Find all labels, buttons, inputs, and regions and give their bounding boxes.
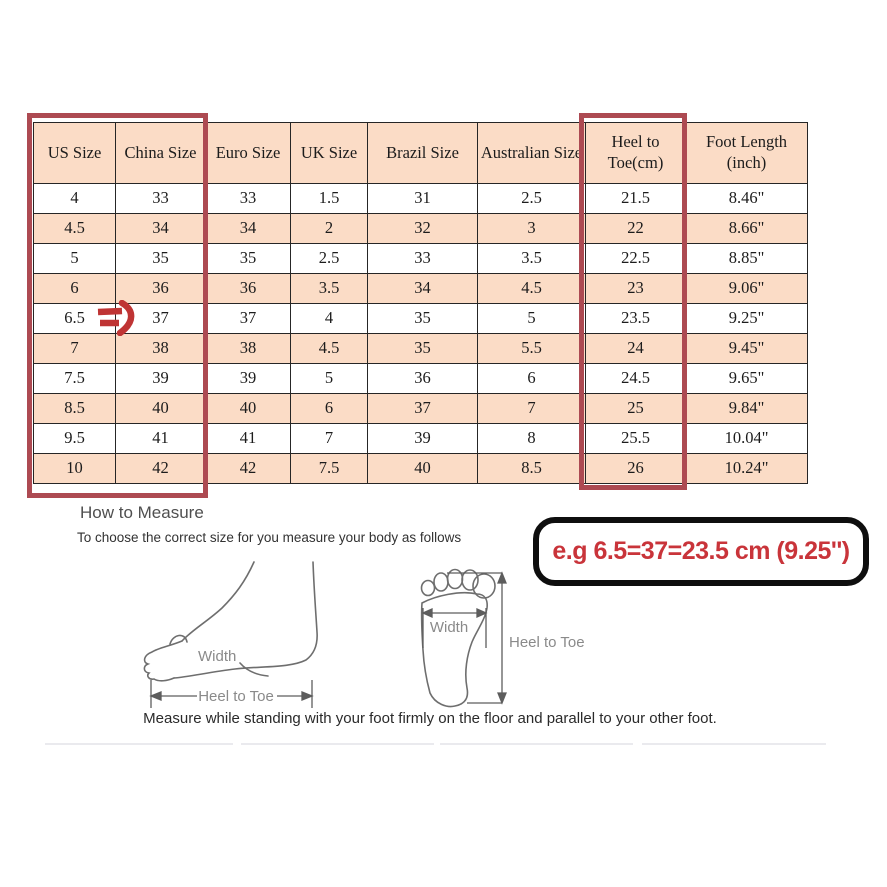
bottom-width-label: Width <box>429 619 469 636</box>
table-cell: 5 <box>291 364 368 394</box>
table-cell: 9.45" <box>686 334 808 364</box>
table-cell: 6.5 <box>34 304 116 334</box>
table-cell: 37 <box>206 304 291 334</box>
size-conversion-table <box>33 122 808 484</box>
table-cell: 33 <box>206 184 291 214</box>
table-cell: 8.5 <box>34 394 116 424</box>
table-cell: 23.5 <box>586 304 686 334</box>
table-cell: 10.04" <box>686 424 808 454</box>
table-cell: 39 <box>368 424 478 454</box>
table-cell: 4.5 <box>291 334 368 364</box>
table-cell: 7 <box>291 424 368 454</box>
table-cell: 8.46" <box>686 184 808 214</box>
table-cell: 3.5 <box>478 244 586 274</box>
divider-line <box>45 743 233 745</box>
table-cell: 41 <box>206 424 291 454</box>
how-to-measure-subtitle: To choose the correct size for you measure your body as follows <box>77 530 462 545</box>
table-cell: 40 <box>206 394 291 424</box>
table-cell: 36 <box>368 364 478 394</box>
side-width-label: Width <box>198 648 237 665</box>
table-cell: 33 <box>116 184 206 214</box>
table-cell: 5 <box>478 304 586 334</box>
table-cell: 4.5 <box>478 274 586 304</box>
table-cell: 37 <box>368 394 478 424</box>
table-cell: 8.66" <box>686 214 808 244</box>
column-header: China Size <box>116 123 206 184</box>
table-cell: 42 <box>206 454 291 484</box>
side-foot-diagram <box>140 560 325 717</box>
table-row <box>34 364 808 394</box>
table-cell: 1.5 <box>291 184 368 214</box>
table-cell: 36 <box>116 274 206 304</box>
table-cell: 26 <box>586 454 686 484</box>
table-cell: 2.5 <box>478 184 586 214</box>
table-cell: 7 <box>34 334 116 364</box>
table-cell: 41 <box>116 424 206 454</box>
table-header-row <box>34 123 808 184</box>
table-row <box>34 244 808 274</box>
column-header: Heel to Toe(cm) <box>586 123 686 184</box>
divider-line <box>440 743 633 745</box>
table-row <box>34 214 808 244</box>
column-header: Australian Size <box>478 123 586 184</box>
table-cell: 3.5 <box>291 274 368 304</box>
table-cell: 40 <box>368 454 478 484</box>
table-cell: 2 <box>291 214 368 244</box>
bottom-heel-to-toe-label: Heel to Toe <box>509 634 585 651</box>
table-cell: 32 <box>368 214 478 244</box>
table-cell: 6 <box>478 364 586 394</box>
row-pointer-arrow-icon <box>95 300 143 341</box>
table-cell: 35 <box>206 244 291 274</box>
table-cell: 31 <box>368 184 478 214</box>
table-cell: 8 <box>478 424 586 454</box>
table-cell: 34 <box>116 214 206 244</box>
table-cell: 22 <box>586 214 686 244</box>
table-row <box>34 184 808 214</box>
divider-line <box>642 743 826 745</box>
table-cell: 6 <box>291 394 368 424</box>
table-cell: 34 <box>368 274 478 304</box>
column-header: Foot Length (inch) <box>686 123 808 184</box>
table-cell: 22.5 <box>586 244 686 274</box>
table-cell: 5.5 <box>478 334 586 364</box>
table-cell: 40 <box>116 394 206 424</box>
table-cell: 4.5 <box>34 214 116 244</box>
bottom-foot-diagram <box>415 560 615 717</box>
table-cell: 7 <box>478 394 586 424</box>
table-cell: 9.65" <box>686 364 808 394</box>
table-cell: 34 <box>206 214 291 244</box>
column-header: US Size <box>34 123 116 184</box>
table-cell: 2.5 <box>291 244 368 274</box>
divider-line <box>241 743 434 745</box>
table-cell: 24.5 <box>586 364 686 394</box>
table-row <box>34 334 808 364</box>
table-cell: 4 <box>291 304 368 334</box>
table-cell: 23 <box>586 274 686 304</box>
table-cell: 39 <box>206 364 291 394</box>
table-cell: 38 <box>116 334 206 364</box>
table-cell: 35 <box>368 304 478 334</box>
table-cell: 10.24" <box>686 454 808 484</box>
table-cell: 39 <box>116 364 206 394</box>
table-cell: 9.06" <box>686 274 808 304</box>
table-cell: 42 <box>116 454 206 484</box>
table-row <box>34 304 808 334</box>
table-row <box>34 274 808 304</box>
table-cell: 10 <box>34 454 116 484</box>
table-cell: 38 <box>206 334 291 364</box>
table-cell: 36 <box>206 274 291 304</box>
table-cell: 4 <box>34 184 116 214</box>
column-header: UK Size <box>291 123 368 184</box>
column-header: Brazil Size <box>368 123 478 184</box>
column-header: Euro Size <box>206 123 291 184</box>
side-heel-to-toe-label: Heel to Toe <box>198 688 274 705</box>
table-cell: 3 <box>478 214 586 244</box>
table-cell: 24 <box>586 334 686 364</box>
table-row <box>34 394 808 424</box>
table-row <box>34 424 808 454</box>
table-cell: 7.5 <box>34 364 116 394</box>
table-cell: 6 <box>34 274 116 304</box>
table-cell: 9.84" <box>686 394 808 424</box>
measure-instruction-text: Measure while standing with your foot firmly on the floor and parallel to your other foot. <box>143 710 717 727</box>
table-cell: 25.5 <box>586 424 686 454</box>
table-cell: 37 <box>116 304 206 334</box>
example-callout-text: e.g 6.5=37=23.5 cm (9.25'') <box>552 537 850 565</box>
table-row <box>34 454 808 484</box>
table-cell: 35 <box>116 244 206 274</box>
table-cell: 8.5 <box>478 454 586 484</box>
table-cell: 33 <box>368 244 478 274</box>
table-cell: 9.5 <box>34 424 116 454</box>
how-to-measure-title: How to Measure <box>80 503 204 522</box>
table-cell: 9.25" <box>686 304 808 334</box>
table-cell: 25 <box>586 394 686 424</box>
table-cell: 35 <box>368 334 478 364</box>
table-cell: 8.85" <box>686 244 808 274</box>
table-cell: 21.5 <box>586 184 686 214</box>
table-cell: 7.5 <box>291 454 368 484</box>
table-cell: 5 <box>34 244 116 274</box>
